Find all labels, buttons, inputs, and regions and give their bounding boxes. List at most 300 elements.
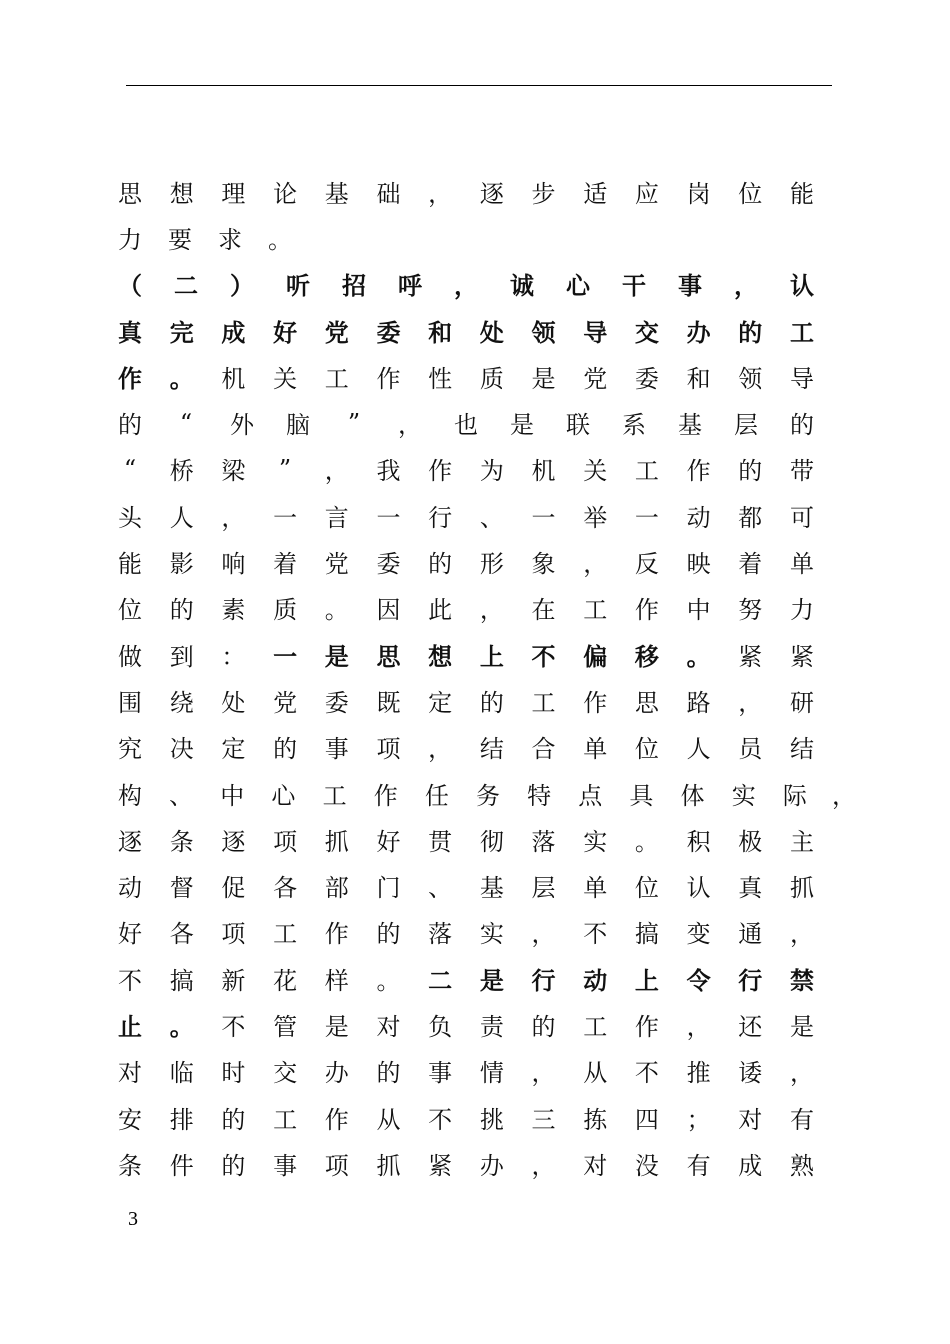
text-char: 从: [376, 1105, 401, 1134]
text-char: 认: [686, 874, 711, 903]
text-char: 责: [479, 1012, 504, 1041]
text-char: 能: [789, 179, 814, 208]
text-char: 工: [531, 688, 556, 717]
text-char: ”: [278, 454, 292, 483]
text-char: 单: [789, 550, 814, 579]
text-char: 和: [686, 364, 711, 393]
text-char: 通: [738, 920, 763, 949]
text-char: 定: [428, 688, 453, 717]
text-char: 样: [324, 966, 349, 995]
text-char: 四: [634, 1105, 659, 1134]
text-char: ，: [531, 920, 556, 949]
text-char: 诿: [738, 1059, 763, 1088]
text-char: ，: [454, 271, 478, 301]
text-char: 研: [789, 688, 814, 717]
text-char: 为: [479, 457, 504, 486]
text-char: 基: [479, 874, 504, 903]
text-char: ：: [221, 642, 246, 671]
text-char: 行: [531, 965, 556, 995]
text-char: 象: [531, 550, 556, 579]
text-char: 是: [531, 364, 556, 393]
text-line: [116, 446, 816, 492]
text-char: 有: [686, 1151, 711, 1180]
text-char: 事: [428, 1059, 453, 1088]
text-char: 逐: [221, 827, 246, 856]
text-char: 适: [583, 179, 608, 208]
text-char: 性: [428, 364, 453, 393]
text-char: 作: [324, 920, 349, 949]
text-char: 招: [342, 271, 366, 301]
text-char: 贯: [428, 827, 453, 856]
text-line: [116, 1048, 816, 1094]
text-char: 办: [324, 1059, 349, 1088]
text-char: 紧: [789, 642, 814, 671]
text-char: 一: [273, 641, 298, 671]
text-char: 好: [376, 827, 401, 856]
text-char: 单: [583, 735, 608, 764]
text-char: 是: [479, 965, 504, 995]
text-char: 中: [220, 781, 245, 810]
text-char: 、: [479, 503, 504, 532]
text-char: 举: [583, 503, 608, 532]
text-char: 思: [634, 688, 659, 717]
text-char: 好: [118, 920, 142, 949]
text-char: 抓: [376, 1151, 401, 1180]
text-char: 三: [531, 1105, 556, 1134]
text-char: 交: [634, 317, 659, 347]
text-char: 积: [686, 827, 711, 856]
text-char: 件: [169, 1151, 194, 1180]
text-char: 搞: [169, 966, 194, 995]
text-line: [116, 955, 816, 1001]
text-char: 到: [169, 642, 194, 671]
text-char: 事: [273, 1151, 298, 1180]
text-char: 成: [221, 317, 246, 347]
text-char: 作: [376, 364, 401, 393]
text-char: 二: [174, 271, 198, 301]
text-char: 基: [678, 411, 702, 440]
text-char: 是: [324, 641, 349, 671]
text-char: ，: [531, 1059, 556, 1088]
text-char: 委: [376, 317, 401, 347]
text-char: 各: [169, 920, 194, 949]
text-char: 求: [218, 225, 242, 254]
text-char: ，: [479, 596, 504, 625]
text-line: [116, 724, 816, 770]
text-char: ）: [230, 271, 254, 301]
text-char: 岗: [686, 179, 711, 208]
text-char: 实: [583, 827, 608, 856]
text-char: 的: [169, 596, 194, 625]
text-char: 心: [566, 271, 590, 301]
text-char: 位: [118, 596, 142, 625]
text-char: ，: [583, 550, 608, 579]
text-char: 二: [428, 965, 453, 995]
text-char: 条: [118, 1151, 142, 1180]
text-char: 可: [789, 503, 814, 532]
text-line: [116, 816, 816, 862]
text-char: 关: [273, 364, 298, 393]
text-char: 础: [376, 179, 401, 208]
text-line: [116, 1094, 816, 1140]
text-char: 是: [510, 411, 534, 440]
text-line: [116, 492, 816, 538]
text-char: 上: [479, 641, 504, 671]
text-char: 还: [738, 1012, 763, 1041]
text-char: 好: [273, 317, 298, 347]
text-char: 对: [738, 1105, 763, 1134]
text-char: 落: [531, 827, 556, 856]
text-char: 处: [221, 688, 246, 717]
text-char: 的: [738, 317, 763, 347]
text-char: 是: [324, 1012, 349, 1041]
text-char: 条: [169, 827, 194, 856]
text-char: 实: [731, 781, 756, 810]
text-char: 事: [324, 735, 349, 764]
text-char: 的: [221, 1105, 246, 1134]
text-char: 不: [118, 966, 142, 995]
text-char: 点: [578, 781, 603, 810]
text-char: 力: [789, 596, 814, 625]
text-char: 机: [531, 457, 556, 486]
text-line: [116, 631, 816, 677]
text-char: 的: [738, 457, 763, 486]
text-char: ，: [789, 1059, 814, 1088]
text-char: 不: [531, 641, 556, 671]
text-line: [116, 307, 816, 353]
text-char: 既: [376, 688, 401, 717]
text-char: 。: [268, 225, 292, 254]
text-char: 也: [454, 411, 478, 440]
text-line: [116, 770, 856, 816]
text-char: 拣: [583, 1105, 608, 1134]
text-char: 领: [738, 364, 763, 393]
text-char: 对: [118, 1059, 142, 1088]
text-char: 的: [118, 411, 142, 440]
text-line: [116, 353, 816, 399]
text-char: 工: [273, 920, 298, 949]
text-char: 和: [428, 317, 453, 347]
text-char: 排: [169, 1105, 194, 1134]
text-char: 人: [686, 735, 711, 764]
text-char: 行: [738, 965, 763, 995]
text-char: 思: [118, 179, 142, 208]
text-char: 党: [583, 364, 608, 393]
text-char: 花: [273, 966, 298, 995]
text-char: 不: [428, 1105, 453, 1134]
text-char: 、: [428, 874, 453, 903]
text-char: 桥: [169, 457, 194, 486]
text-char: 思: [376, 641, 401, 671]
text-char: 究: [118, 735, 142, 764]
text-char: 作: [634, 596, 659, 625]
text-char: 动: [583, 965, 608, 995]
text-char: 的: [479, 688, 504, 717]
text-char: 交: [273, 1059, 298, 1088]
text-char: 员: [738, 735, 763, 764]
text-char: 情: [479, 1059, 504, 1088]
text-char: 工: [324, 364, 349, 393]
text-line: [116, 214, 816, 260]
text-char: ，: [324, 457, 349, 486]
text-line: [116, 585, 816, 631]
text-char: 基: [324, 179, 349, 208]
text-char: 工: [634, 457, 659, 486]
text-char: 定: [221, 735, 246, 764]
text-char: ；: [686, 1105, 711, 1134]
text-char: 领: [531, 317, 556, 347]
text-char: 在: [531, 596, 556, 625]
text-char: 上: [634, 965, 659, 995]
text-char: 令: [686, 965, 711, 995]
text-line: [116, 1140, 816, 1186]
text-char: 反: [634, 550, 659, 579]
text-char: ，: [221, 503, 246, 532]
text-char: 联: [566, 411, 590, 440]
text-char: 是: [789, 1012, 814, 1041]
text-char: 工: [273, 1105, 298, 1134]
text-char: 没: [634, 1151, 659, 1180]
text-char: 彻: [479, 827, 504, 856]
text-char: 党: [273, 688, 298, 717]
text-char: 梁: [221, 457, 246, 486]
text-char: 呼: [398, 271, 422, 301]
text-char: 着: [738, 550, 763, 579]
text-char: 时: [221, 1059, 246, 1088]
text-char: 止: [118, 1011, 142, 1041]
text-char: ，: [428, 735, 453, 764]
text-char: ”: [347, 408, 361, 437]
text-char: 的: [790, 411, 814, 440]
header-rule: [126, 85, 832, 86]
text-char: 门: [376, 874, 401, 903]
text-char: 党: [324, 550, 349, 579]
text-char: 对: [583, 1151, 608, 1180]
text-char: 偏: [583, 641, 608, 671]
text-line: [116, 399, 816, 445]
text-char: “: [179, 408, 193, 437]
text-char: 作: [583, 688, 608, 717]
text-char: 位: [738, 179, 763, 208]
text-char: 认: [790, 271, 814, 301]
text-char: 委: [634, 364, 659, 393]
text-char: 听: [286, 271, 310, 301]
text-line: [116, 862, 816, 908]
text-char: 关: [583, 457, 608, 486]
text-char: 步: [531, 179, 556, 208]
text-char: 头: [118, 503, 142, 532]
text-char: 着: [273, 550, 298, 579]
text-char: 一: [273, 503, 298, 532]
text-char: 都: [738, 503, 763, 532]
text-char: 。: [324, 596, 349, 625]
text-char: ，: [734, 271, 758, 301]
text-char: 因: [376, 596, 401, 625]
text-char: 绕: [169, 688, 194, 717]
text-char: 。: [686, 641, 711, 671]
text-char: 一: [376, 503, 401, 532]
text-char: 不: [634, 1059, 659, 1088]
text-char: 行: [428, 503, 453, 532]
text-char: 、: [169, 781, 194, 810]
text-char: 层: [531, 874, 556, 903]
text-char: 管: [273, 1012, 298, 1041]
text-char: 工: [583, 1012, 608, 1041]
text-char: 想: [428, 641, 453, 671]
text-char: 合: [531, 735, 556, 764]
text-char: 导: [583, 317, 608, 347]
text-char: 干: [622, 271, 646, 301]
text-char: 结: [789, 735, 814, 764]
text-char: ，: [789, 920, 814, 949]
text-char: 一: [634, 503, 659, 532]
text-char: 质: [479, 364, 504, 393]
text-char: 工: [322, 781, 347, 810]
text-char: 工: [583, 596, 608, 625]
text-char: 我: [376, 457, 401, 486]
text-char: 抓: [324, 827, 349, 856]
text-char: 逐: [118, 827, 142, 856]
text-char: 机: [221, 364, 246, 393]
text-char: 办: [686, 317, 711, 347]
text-char: 作: [373, 781, 398, 810]
text-char: 的: [376, 920, 401, 949]
text-char: 办: [479, 1151, 504, 1180]
text-char: 脑: [286, 411, 310, 440]
text-char: 不: [583, 920, 608, 949]
text-char: ，: [531, 1151, 556, 1180]
text-char: 项: [376, 735, 401, 764]
text-char: 动: [686, 503, 711, 532]
text-char: 落: [428, 920, 453, 949]
text-char: 项: [324, 1151, 349, 1180]
text-char: 委: [376, 550, 401, 579]
text-char: 中: [686, 596, 711, 625]
text-char: 围: [118, 688, 142, 717]
text-char: 结: [479, 735, 504, 764]
text-char: 的: [531, 1012, 556, 1041]
page-number: 3: [128, 1208, 138, 1230]
text-char: 具: [629, 781, 654, 810]
text-char: 要: [168, 225, 192, 254]
text-char: 实: [479, 920, 504, 949]
text-char: 决: [169, 735, 194, 764]
text-char: 事: [678, 271, 702, 301]
text-char: 质: [273, 596, 298, 625]
text-char: 一: [531, 503, 556, 532]
text-line: [116, 261, 816, 307]
text-char: ，: [428, 179, 453, 208]
text-char: 项: [273, 827, 298, 856]
text-char: 委: [324, 688, 349, 717]
text-char: 。: [634, 827, 659, 856]
text-char: 禁: [789, 965, 814, 995]
text-char: 影: [169, 550, 194, 579]
text-char: 处: [479, 317, 504, 347]
text-char: 主: [789, 827, 814, 856]
text-char: 形: [479, 550, 504, 579]
text-char: 做: [118, 642, 142, 671]
text-char: 成: [738, 1151, 763, 1180]
text-char: 对: [376, 1012, 401, 1041]
text-char: 搞: [634, 920, 659, 949]
text-char: 各: [273, 874, 298, 903]
text-char: 安: [118, 1105, 142, 1134]
text-char: 路: [686, 688, 711, 717]
text-char: 响: [221, 550, 246, 579]
text-char: 力: [118, 225, 142, 254]
text-line: [116, 168, 816, 214]
text-char: 。: [169, 1011, 194, 1041]
text-char: 移: [634, 641, 659, 671]
text-char: 真: [738, 874, 763, 903]
text-char: 项: [221, 920, 246, 949]
text-char: 。: [169, 363, 194, 393]
text-char: 完: [169, 317, 194, 347]
text-char: 熟: [789, 1151, 814, 1180]
text-char: 作: [324, 1105, 349, 1134]
text-char: 从: [583, 1059, 608, 1088]
text-char: 位: [634, 874, 659, 903]
text-char: 的: [221, 1151, 246, 1180]
text-char: “: [123, 454, 137, 483]
text-char: 不: [221, 1012, 246, 1041]
text-char: 的: [273, 735, 298, 764]
text-char: 促: [221, 874, 246, 903]
text-char: 临: [169, 1059, 194, 1088]
text-char: 作: [428, 457, 453, 486]
text-char: 应: [634, 179, 659, 208]
text-char: 单: [583, 874, 608, 903]
text-char: 构: [118, 781, 142, 810]
text-char: 映: [686, 550, 711, 579]
text-line: [116, 909, 816, 955]
text-char: 能: [118, 550, 142, 579]
text-char: 动: [118, 874, 142, 903]
text-char: 有: [789, 1105, 814, 1134]
text-char: 的: [376, 1059, 401, 1088]
text-char: 导: [789, 364, 814, 393]
text-char: 逐: [479, 179, 504, 208]
body-text: [116, 168, 856, 1187]
text-char: 变: [686, 920, 711, 949]
text-char: ，: [686, 1012, 711, 1041]
text-char: 抓: [789, 874, 814, 903]
text-char: 党: [324, 317, 349, 347]
text-char: 极: [738, 827, 763, 856]
text-char: 系: [622, 411, 646, 440]
text-char: ，: [831, 781, 856, 810]
text-char: 素: [221, 596, 246, 625]
text-char: 紧: [738, 642, 763, 671]
text-char: 诚: [510, 271, 534, 301]
text-line: [116, 677, 816, 723]
text-char: 人: [169, 503, 194, 532]
text-line: [116, 538, 816, 584]
text-char: 此: [428, 596, 453, 625]
text-char: 带: [789, 457, 814, 486]
text-char: 位: [634, 735, 659, 764]
text-char: 推: [686, 1059, 711, 1088]
text-char: 外: [230, 411, 254, 440]
text-char: 论: [273, 179, 298, 208]
text-char: 特: [527, 781, 552, 810]
text-char: ，: [738, 688, 763, 717]
text-line: [116, 1001, 816, 1047]
text-char: 想: [169, 179, 194, 208]
text-char: 新: [221, 966, 246, 995]
text-char: 层: [734, 411, 758, 440]
